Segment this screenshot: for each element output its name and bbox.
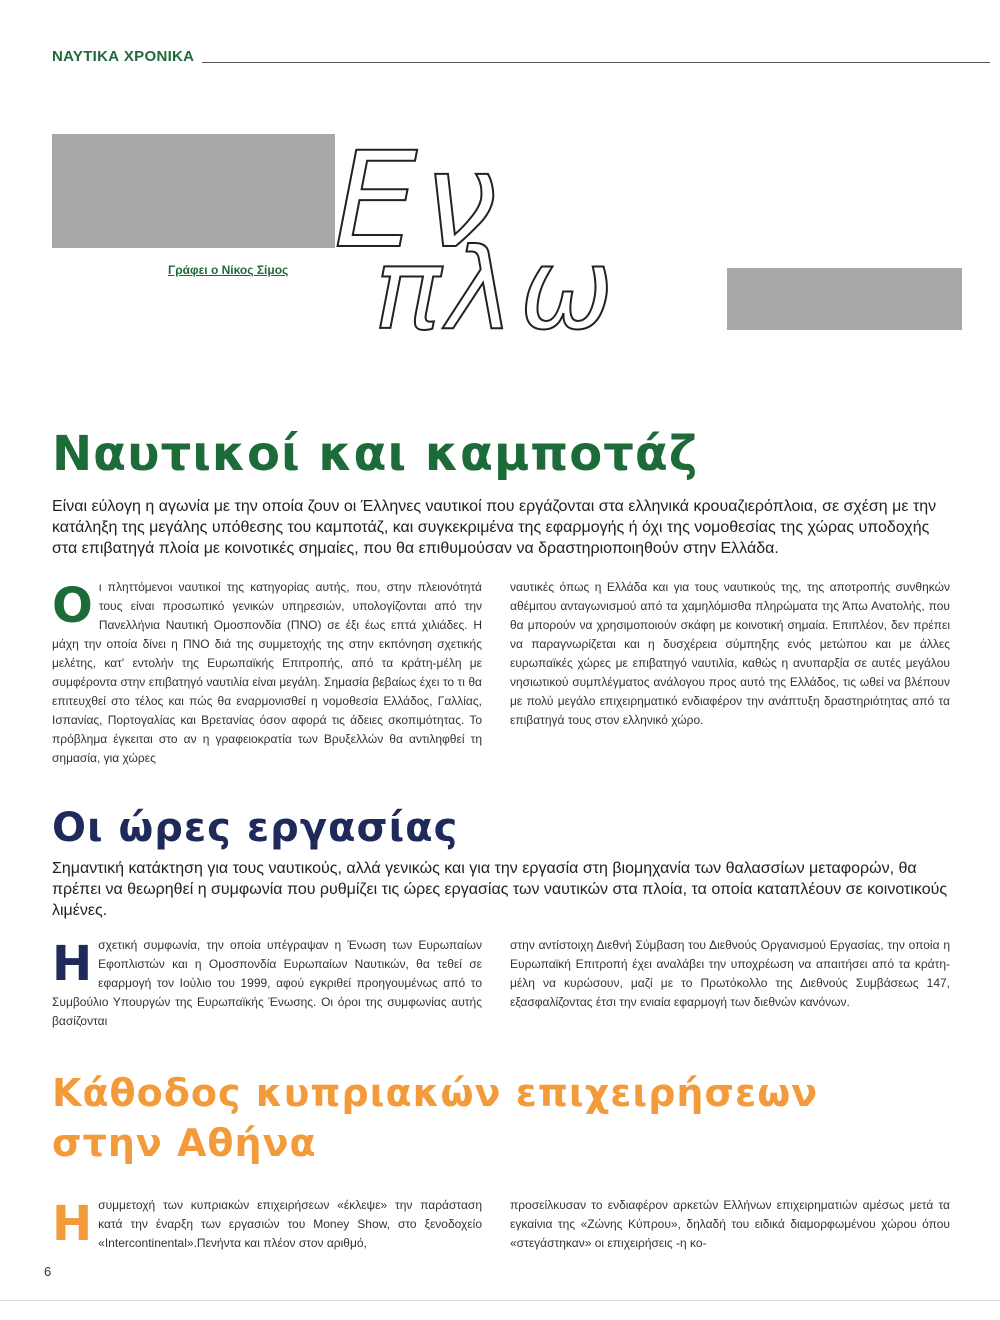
article1-col1-text: ι πληττόμενοι ναυτικοί της κατηγορίας αυτής, που, στην πλειονότητά τους είναι προσωπικό γενικών υπηρεσιών, υπολογίζονται από την Πανελλήνια Ναυτική Ομοσπονδία (ΠΝΟ) σε έξι έως επτά χιλιάδες. Η μάχη την οποία δίνει η ΠΝΟ διά της συμμετοχής της στην εκπόνηση σχετικής μελέτης, κατ' εντολήν της Ευρωπαϊκής Επιτροπής, από τα κράτη-μέλη με συμφέροντα στην επιβατηγό ναυτιλία είναι μεγάλη. Σημασία βεβαίως έχει το τι θα επιτευχθεί στο τέλος και πώς θα εναρμονισθεί η νομοθεσία Ελλάδος, Γαλλίας, Ισπανίας, Πορτογαλίας και Βρετανίας όσον αφορά τις άδειες σκοπιμότητας. Το πρόβλημα έγκειται στο αν η γραφειοκρατία των Βρυξελλών θα αντιληφθεί τη σημασία, για χώρες [52, 580, 482, 765]
article1-col2 [510, 578, 950, 730]
article2-lead: Σημαντική κατάκτηση για τους ναυτικούς, αλλά γενικώς και για την εργασία στη βιομηχανία των θαλασσίων μεταφορών, θα πρέπει να θεωρηθεί η συμφωνία που ρυθμίζει τις ώρες εργασίας των ναυτικών στα πλοία, τα οποία καταπλέουν σε κοινοτικούς λιμένες. [52, 860, 948, 919]
logo-line1: Εν [334, 124, 504, 278]
article2-title: Οι ώρες εργασίας [52, 805, 459, 851]
article2-col1-text: σχετική συμφωνία, την οποία υπέγραψαν η Ένωση των Ευρωπαίων Εφοπλιστών και η Ομοσπονδία Ευρωπαίων Ναυτικών, θα τεθεί σε εφαρμογή τον Ιούλιο του 1999, αφού εγκριθεί προηγουμένως από το Συμβούλιο Υπουργών της Ευρωπαϊκής Ένωσης. Οι όροι της συμφωνίας αυτής βασίζονται [52, 938, 482, 1028]
en-plo-logo [52, 120, 752, 340]
article1-col1 [52, 578, 482, 768]
article2-col2-text: στην αντίστοιχη Διεθνή Σύμβαση του Διεθνούς Οργανισμού Εργασίας, την οποία η Ευρωπαϊκή Επιτροπή έχει αναλάβει την υποχρέωση να απαιτήσει από τα κράτη-μέλη να κυρώσουν, μαζί με το Πρωτόκολλο της Διεθνούς Συμβάσεως 147, εξασφαλίζοντας έτσι την ενιαία εφαρμογή των διεθνών κανόνων. [510, 938, 950, 1009]
article1-title: Ναυτικοί και καμποτάζ [52, 426, 699, 482]
bottom-rule [0, 1300, 1000, 1301]
article3-col2 [510, 1196, 950, 1253]
logo-line2: πλω [374, 225, 620, 340]
article3-col1 [52, 1196, 482, 1253]
byline: Γράφει ο Νίκος Σίμος [168, 263, 289, 277]
article3-title-line2: στην Αθήνα [52, 1121, 317, 1165]
article2-col1 [52, 936, 482, 1031]
page-number: 6 [44, 1264, 52, 1279]
header-rule [202, 62, 990, 63]
article1-lead: Είναι εύλογη η αγωνία με την οποία ζουν οι Έλληνες ναυτικοί που εργάζονται στα ελληνικά κρουαζιερόπλοια, σε σχέση με την κατάληξη της μεγάλης υπόθεσης του καμποτάζ, και συγκεκριμένα της εφαρμογής ή όχι της νομοθεσίας της χώρας υποδοχής στα επιβατηγά πλοία με κοινοτικές σημαίες, που θα επιθυμούσαν να δραστηριοποιηθούν στην Ελλάδα. [52, 498, 937, 557]
article3-col2-text: προσείλκυσαν το ενδιαφέρον αρκετών Ελλήνων επιχειρηματιών αμέσως μετά τα εγκαίνια της «Ζώνης Κύπρου», δηλαδή του ειδικά διαμορφωμένου χώρου όπου «στεγάστηκαν» οι επιχειρήσεις -η κο- [510, 1198, 950, 1250]
article3-dropcap: Η [52, 1196, 93, 1252]
masthead-bar-bottom [727, 268, 962, 330]
article1-dropcap: Ο [52, 578, 93, 634]
article3-col1-text: συμμετοχή των κυπριακών επιχειρήσεων «έκλεψε» την παράσταση κατά την έναρξη των εργασιών του Money Show, στο ξενοδοχείο «Intercontinental».Πενήντα και πλέον στον αριθμό, [98, 1198, 482, 1250]
article3-title-line1: Κάθοδος κυπριακών επιχειρήσεων [52, 1071, 819, 1115]
column-masthead [52, 120, 962, 340]
article2-dropcap: Η [52, 936, 93, 992]
running-header [52, 44, 990, 72]
article2-col2 [510, 936, 950, 1012]
article1-col2-text: ναυτικές όπως η Ελλάδα και για τους ναυτικούς της, της αποτροπής συνθηκών αθέμιτου ανταγωνισμού από τα χαμηλόμισθα πληρώματα της Άπω Ανατολής, που θα μπορούν να χρησιμοποιούν σκάφη με κοινοτική σημαία. Επιπλέον, δεν πρέπει να παραγνωρίζεται και η δυσχέρεια σύμπηξης ενός μετώπου και με άλλες ευρωπαϊκές χώρες με επιβατηγό ναυτιλία, καθώς η ανυπαρξία σε αυτές μεγάλου νησιωτικού συμπλέγματος ανάλογου προς αυτό της Ελλάδος, τις ωθεί να βλέπουν με πολύ μεγάλο επιχειρηματικό ενδιαφέρον την ανάπτυξη δραστηριότητας από τα επιβατηγά τους στον ελληνικό χώρο. [510, 580, 950, 727]
section-title: ΝΑΥΤΙΚΑ ΧΡΟΝΙΚΑ [52, 48, 195, 65]
